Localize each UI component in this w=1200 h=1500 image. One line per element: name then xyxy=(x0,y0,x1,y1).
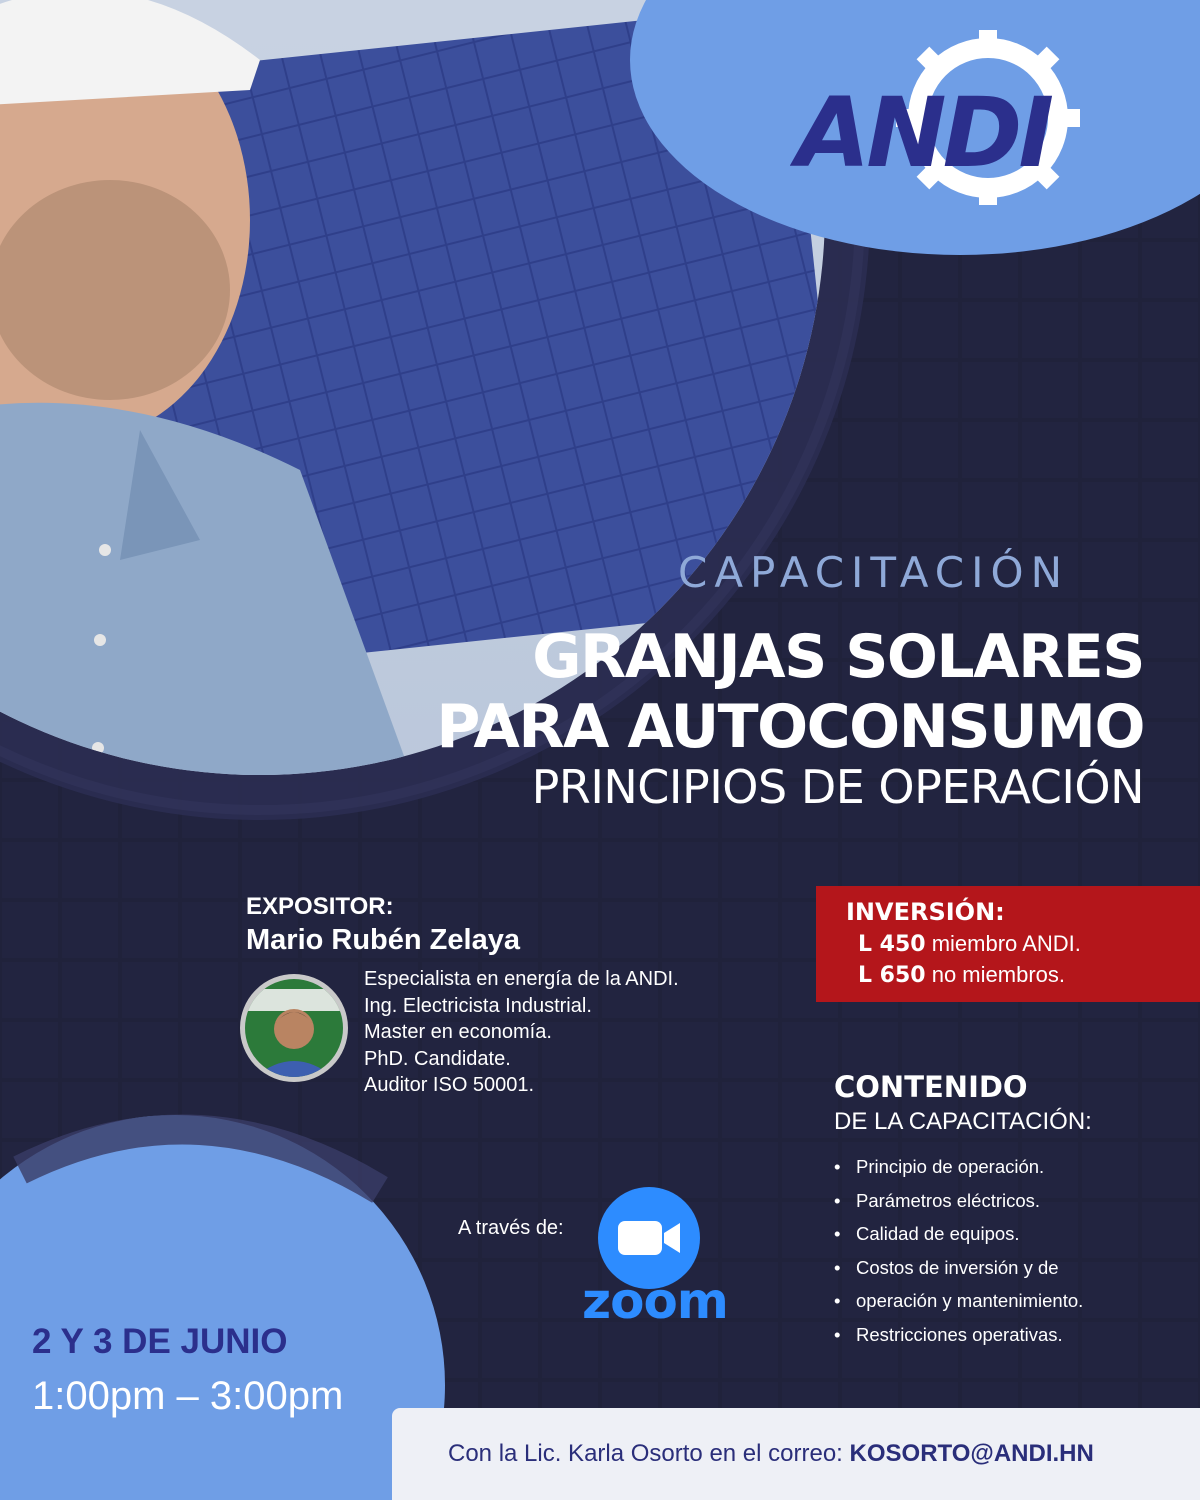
credential-line: Auditor ISO 50001. xyxy=(364,1074,535,1096)
price-member: L 450 xyxy=(858,932,926,957)
credential-line: PhD. Candidate. xyxy=(364,1047,511,1070)
price-nonmember-label: no miembros. xyxy=(925,962,1065,987)
price-nonmember: L 650 xyxy=(858,963,926,988)
list-item-continued: • operación y mantenimiento. xyxy=(834,1284,1083,1318)
credential-line: Master en economía. xyxy=(364,1021,552,1043)
list-item: • Costos de inversión y de xyxy=(834,1251,1083,1285)
list-item: • Restricciones operativas. xyxy=(834,1318,1083,1352)
list-item: • Principio de operación. xyxy=(834,1150,1083,1184)
price-member-label: miembro ANDI. xyxy=(925,931,1081,956)
event-time: 1:00pm – 3:00pm xyxy=(32,1374,344,1418)
content-list xyxy=(834,1150,1083,1351)
avatar xyxy=(240,974,348,1082)
speaker-name: Mario Rubén Zelaya xyxy=(246,924,520,956)
zoom-wordmark xyxy=(578,1272,728,1332)
content-sublabel: DE LA CAPACITACIÓN: xyxy=(834,1108,1092,1135)
investment-nonmember xyxy=(858,962,1065,988)
speaker-label: EXPOSITOR: xyxy=(246,893,394,920)
speaker-credentials xyxy=(364,966,679,1099)
subtitle: PRINCIPIOS DE OPERACIÓN xyxy=(531,760,1144,814)
kicker: CAPACITACIÓN xyxy=(678,548,1069,597)
investment-member xyxy=(858,931,1081,957)
footer-contact xyxy=(448,1440,1094,1468)
list-item: • Parámetros eléctricos. xyxy=(834,1184,1083,1218)
list-item: • Calidad de equipos. xyxy=(834,1217,1083,1251)
title-line-2: PARA AUTOCONSUMO xyxy=(436,692,1144,762)
footer-email[interactable]: KOSORTO@ANDI.HN xyxy=(849,1440,1094,1467)
credential-line: Ing. Electricista Industrial. xyxy=(364,994,592,1017)
event-date: 2 Y 3 DE JUNIO xyxy=(32,1322,288,1361)
content-label: CONTENIDO xyxy=(834,1070,1028,1104)
logo-text: ANDI xyxy=(796,77,1051,189)
via-label: A través de: xyxy=(458,1217,564,1239)
investment-label: INVERSIÓN: xyxy=(846,898,1005,926)
zoom-text: zoom xyxy=(582,1272,728,1330)
title-line-1: GRANJAS SOLARES xyxy=(532,622,1144,692)
credential-line: Especialista en energía de la ANDI. xyxy=(364,968,679,990)
andi-logo xyxy=(790,30,1110,205)
page-title xyxy=(436,622,1144,762)
footer-text: Con la Lic. Karla Osorto en el correo: xyxy=(448,1440,850,1467)
